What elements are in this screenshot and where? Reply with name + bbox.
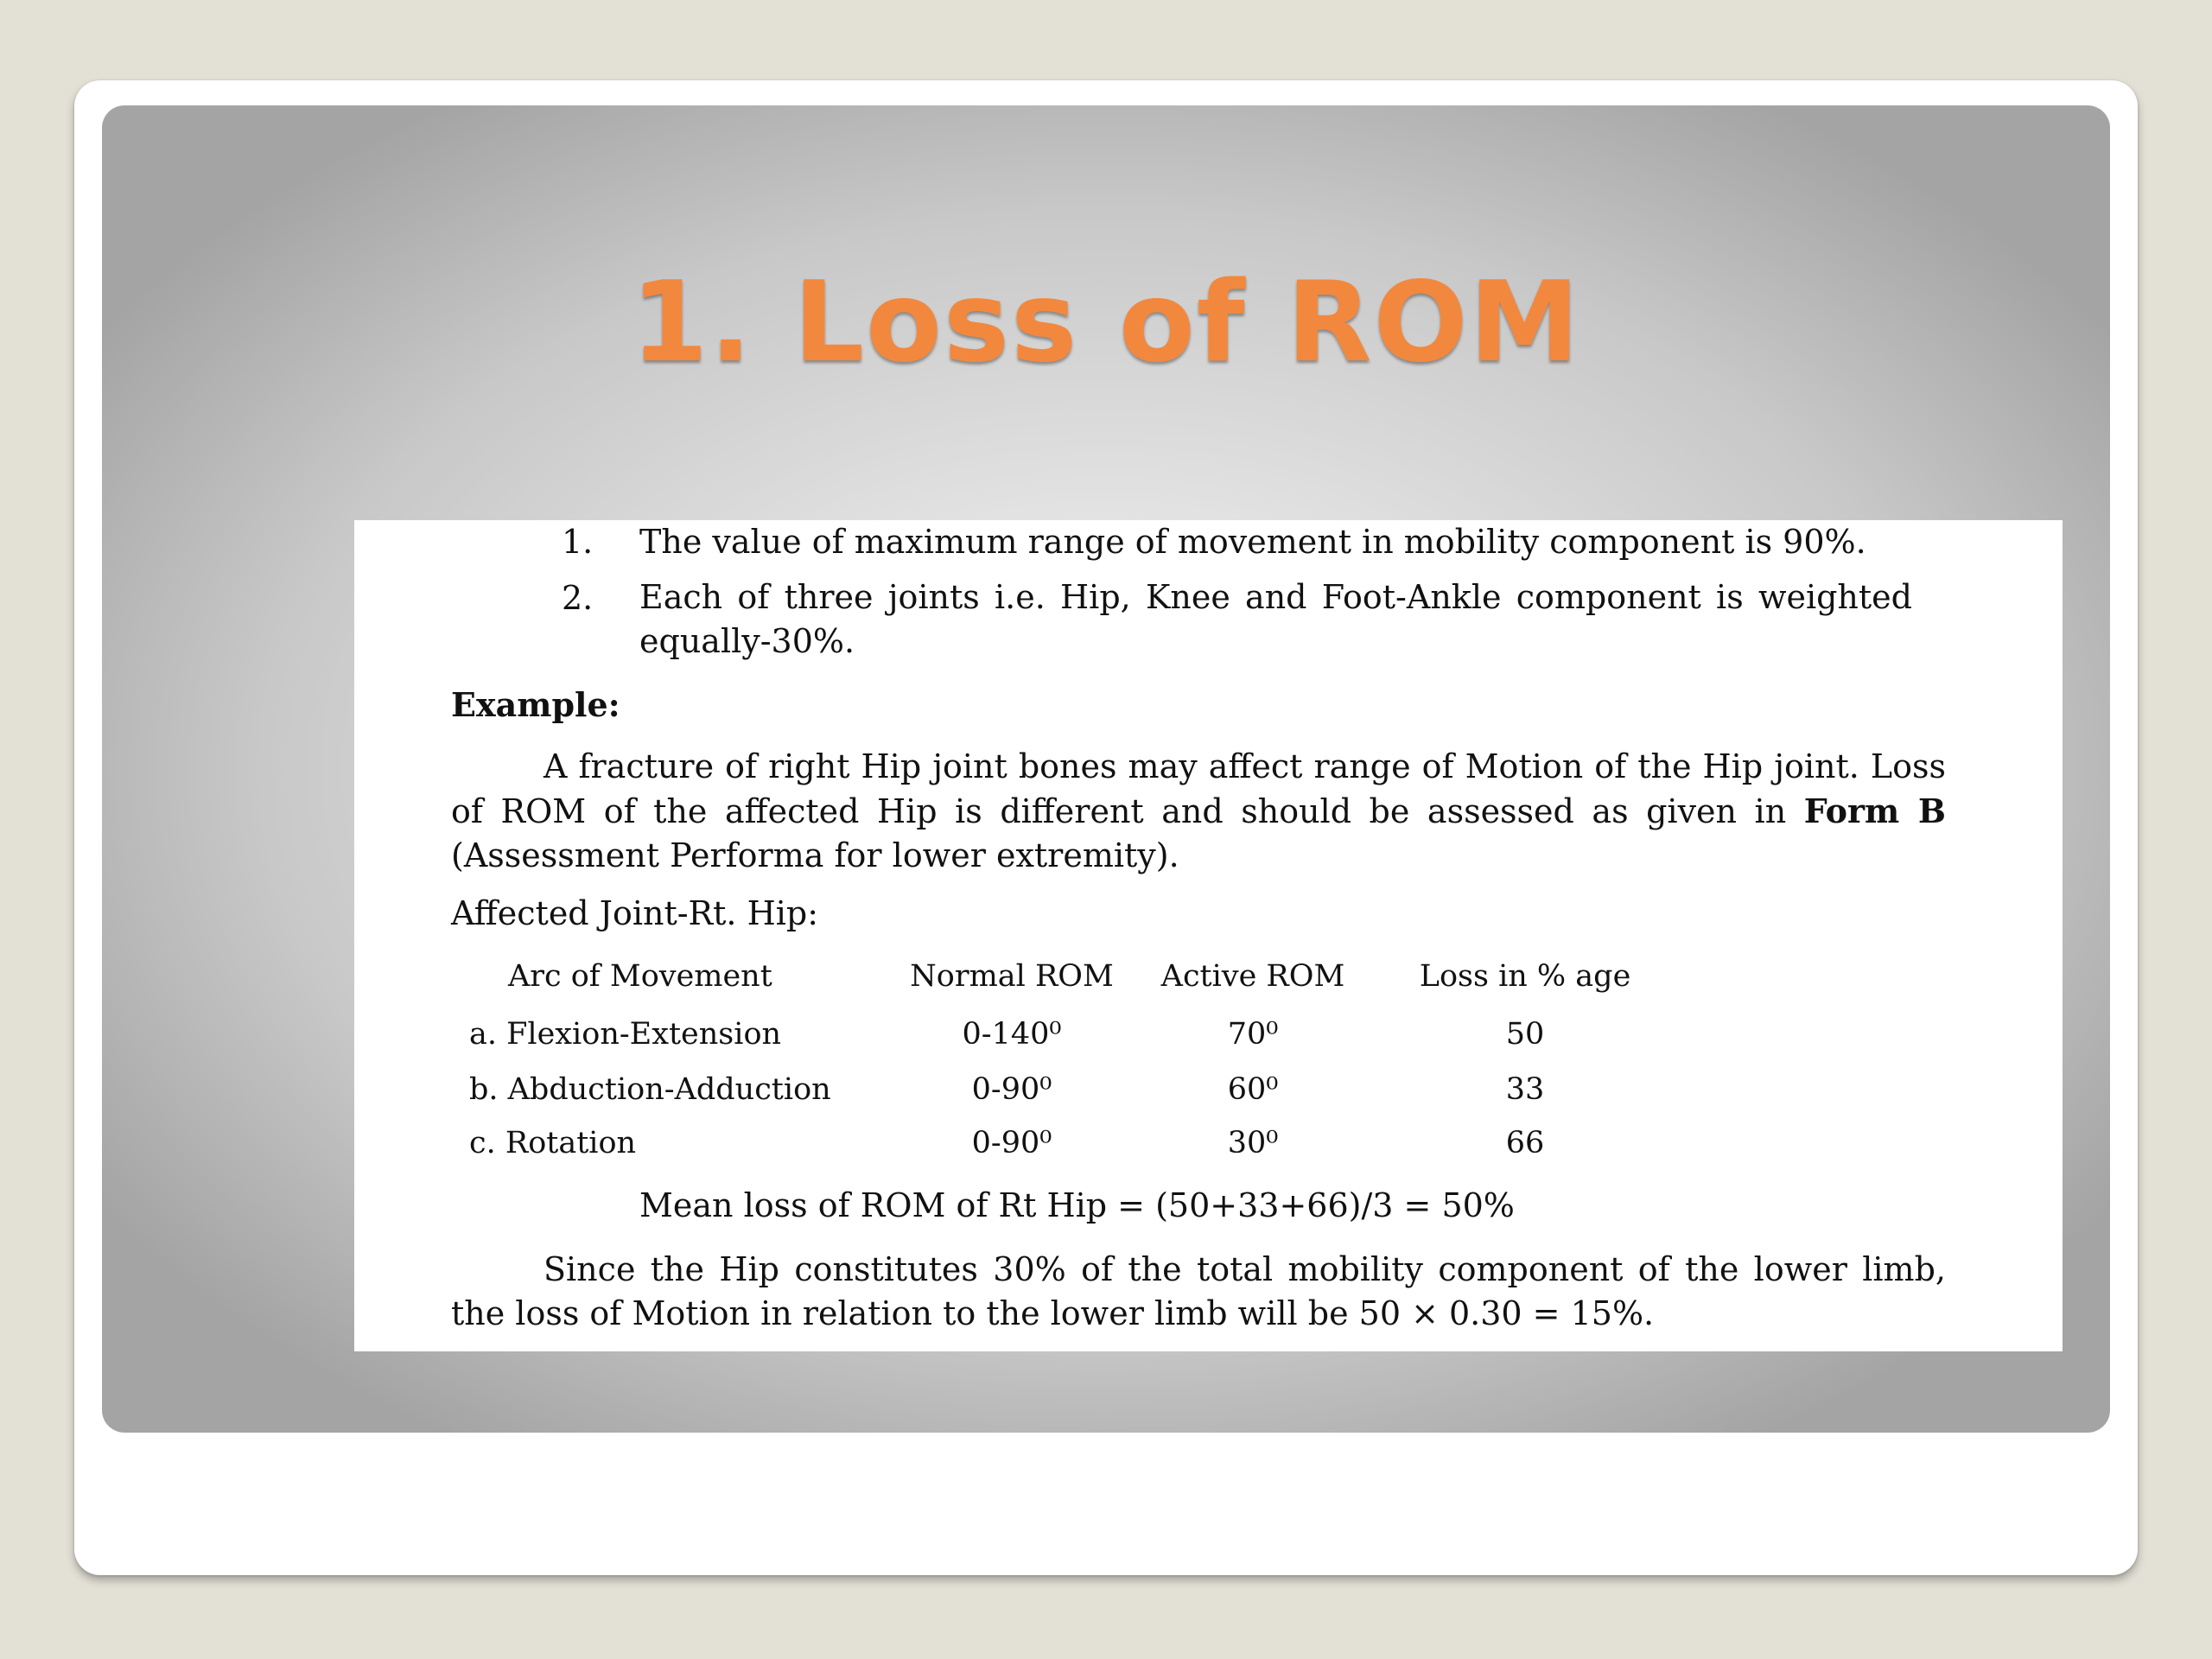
- slide-content-panel: [102, 105, 2110, 1433]
- table-cell-normal: 0-90⁰: [971, 1126, 1052, 1160]
- conclusion-line: Since the Hip constitutes 30% of the total mobility component of the lower limb,: [543, 1250, 1946, 1288]
- table-cell-active: 30⁰: [1227, 1126, 1279, 1160]
- example-heading: Example:: [451, 685, 620, 724]
- example-paragraph-text: A fracture of right Hip joint bones may affect range of Motion of the Hip joint. Loss of ROM of the affected Hip is different and should be assessed as given in: [451, 747, 1946, 830]
- table-cell-loss: 66: [1505, 1126, 1545, 1160]
- table-cell-active: 60⁰: [1227, 1072, 1279, 1107]
- table-cell-movement: b. Abduction-Adduction: [469, 1072, 831, 1107]
- table-header: Active ROM: [1160, 959, 1345, 994]
- point-number: 1.: [562, 523, 594, 561]
- table-cell-loss: 33: [1505, 1072, 1545, 1107]
- table-cell-loss: 50: [1505, 1017, 1545, 1052]
- table-header: Arc of Movement: [508, 959, 772, 994]
- point-text: [639, 575, 2110, 664]
- point-number: 2.: [562, 579, 594, 617]
- table-cell-active: 70⁰: [1227, 1017, 1279, 1052]
- example-paragraph: [451, 745, 1946, 878]
- document-image: [354, 520, 2063, 1351]
- table-header: Loss in % age: [1419, 959, 1631, 994]
- conclusion-paragraph: [451, 1248, 1946, 1336]
- slide-title: 1. Loss of ROM: [631, 258, 1581, 387]
- point-text: The value of maximum range of movement in mobility component is 90%.: [639, 523, 1866, 561]
- table-cell-movement: c. Rotation: [469, 1126, 637, 1160]
- table-header: Normal ROM: [910, 959, 1114, 994]
- point-text-content: Each of three joints i.e. Hip, Knee and Foot-Ankle component is weighted equally-30%.: [639, 578, 1912, 660]
- conclusion-line: the loss of Motion in relation to the lower limb will be 50 × 0.30 = 15%.: [451, 1294, 1655, 1332]
- affected-joint-label: Affected Joint-Rt. Hip:: [451, 894, 819, 932]
- mean-loss-formula: Mean loss of ROM of Rt Hip = (50+33+66)/3 = 50%: [639, 1186, 1515, 1224]
- form-reference: Form B: [1803, 791, 1946, 830]
- table-cell-normal: 0-90⁰: [971, 1072, 1052, 1107]
- example-paragraph-tail: (Assessment Performa for lower extremity).: [451, 836, 1179, 874]
- table-cell-movement: a. Flexion-Extension: [469, 1017, 782, 1052]
- table-cell-normal: 0-140⁰: [962, 1017, 1062, 1052]
